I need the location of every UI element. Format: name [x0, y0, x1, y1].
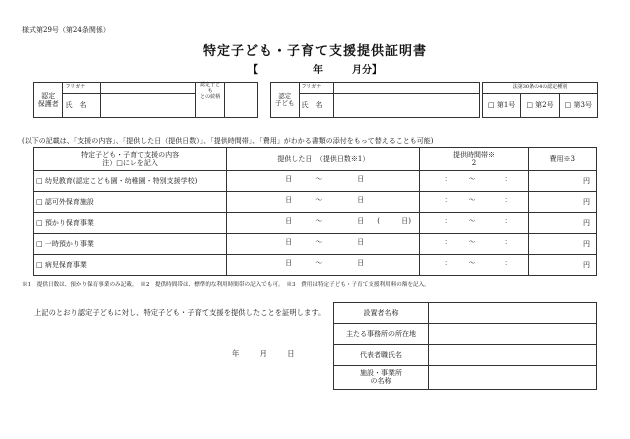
cert-type-2[interactable]: □ 第2号: [521, 94, 559, 118]
document-title: 特定子ども・子育て支援提供証明書: [202, 44, 427, 59]
representative-field[interactable]: [429, 345, 597, 366]
guardian-furigana-field[interactable]: [100, 83, 195, 94]
row-label[interactable]: □ 幼児教育(認定こども園・幼稚園・特別支援学校): [34, 171, 227, 192]
row-label[interactable]: □ 一時預かり事業: [34, 234, 227, 255]
child-name-label: 氏 名: [299, 94, 334, 118]
row-days[interactable]: 日 〜 日: [227, 171, 420, 192]
facility-name-field[interactable]: [429, 366, 597, 390]
provider-address-field[interactable]: [429, 324, 597, 345]
relation-label: 認定子ども との続柄: [196, 83, 225, 118]
date-day: 日: [287, 349, 295, 358]
row-cost[interactable]: 円: [528, 192, 597, 213]
table-row: [34, 171, 597, 192]
row-cost[interactable]: 円: [528, 171, 597, 192]
row-time[interactable]: ： 〜 ：: [420, 171, 528, 192]
header-days: 提供した日 （提供日数※1）: [227, 148, 420, 171]
row-days[interactable]: 日 〜 日: [227, 255, 420, 276]
row-time[interactable]: ： 〜 ：: [420, 234, 528, 255]
provider-address-label: 主たる事務所の所在地: [334, 324, 429, 345]
cert-type-table: [482, 82, 598, 118]
header-content: 特定子ども・子育て支援の内容 注）□にレを記入: [34, 148, 227, 171]
child-table: [270, 82, 480, 118]
certification-statement: 上記のとおり認定子どもに対し、特定子ども・子育て支援を提供したことを証明します。: [34, 308, 326, 317]
table-row: [34, 213, 597, 234]
period-month: 月分】: [351, 65, 382, 76]
guardian-furigana-label: フリガナ: [63, 83, 100, 94]
child-furigana-field[interactable]: [334, 83, 480, 94]
header-time: 提供時間帯※ 2: [420, 148, 528, 171]
row-time[interactable]: ： 〜 ：: [420, 255, 528, 276]
child-name-field[interactable]: [334, 94, 480, 118]
provider-name-field[interactable]: [429, 303, 597, 324]
row-time[interactable]: ： 〜 ：: [420, 192, 528, 213]
row-days[interactable]: 日 〜 日: [227, 192, 420, 213]
guardian-name-field[interactable]: [100, 94, 195, 118]
provider-name-label: 設置者名称: [334, 303, 429, 324]
row-label[interactable]: □ 病児保育事業: [34, 255, 227, 276]
row-cost[interactable]: 円: [528, 255, 597, 276]
row-days[interactable]: 日 〜 日 ( 日): [227, 213, 420, 234]
cert-type-3[interactable]: □ 第3号: [559, 94, 597, 118]
representative-label: 代表者職氏名: [334, 345, 429, 366]
date-month: 月: [259, 349, 267, 358]
table-row: [34, 234, 597, 255]
guardian-name-label: 氏 名: [63, 94, 100, 118]
relation-field[interactable]: [225, 83, 258, 118]
table-row: [34, 192, 597, 213]
facility-name-label: 施設・事業所 の名称: [334, 366, 429, 390]
period-line: [0, 61, 630, 76]
row-time[interactable]: ： 〜 ：: [420, 213, 528, 234]
period-open: 【: [248, 65, 259, 76]
header-cost: 費用※3: [528, 148, 597, 171]
provider-table: [333, 302, 597, 390]
guardian-table: [33, 82, 258, 118]
row-days[interactable]: 日 〜 日: [227, 234, 420, 255]
support-table: [33, 147, 597, 276]
period-year: 年: [313, 65, 323, 76]
row-cost[interactable]: 円: [528, 213, 597, 234]
attachment-note: (以下の記載は、「支援の内容」、「提供した日（提供日数）」、「提供時間帯」、「費用」がわかる書類の添付をもって替えることも可能): [22, 137, 434, 145]
cert-type-header: 法第30条の4の認定種別: [483, 83, 598, 94]
footnotes: ※1 提供日数は、預かり保育事業のみ記載。 ※2 提供時間帯は、標準的な利用時間帯の記入でも可。 ※3 費用は特定子ども・子育て支援利用料の額を記入。: [22, 282, 430, 288]
table-row: [34, 255, 597, 276]
cert-type-1[interactable]: □ 第1号: [483, 94, 521, 118]
row-label[interactable]: □ 預かり保育事業: [34, 213, 227, 234]
row-label[interactable]: □ 認可外保育施設: [34, 192, 227, 213]
child-furigana-label: フリガナ: [299, 83, 334, 94]
child-label: 認定 子ども: [271, 83, 300, 118]
guardian-label: 認定 保護者: [34, 83, 63, 118]
date-year: 年: [232, 349, 240, 358]
date-line: [232, 349, 295, 359]
form-number: 様式第29号（第24条関係）: [22, 26, 110, 34]
row-cost[interactable]: 円: [528, 234, 597, 255]
